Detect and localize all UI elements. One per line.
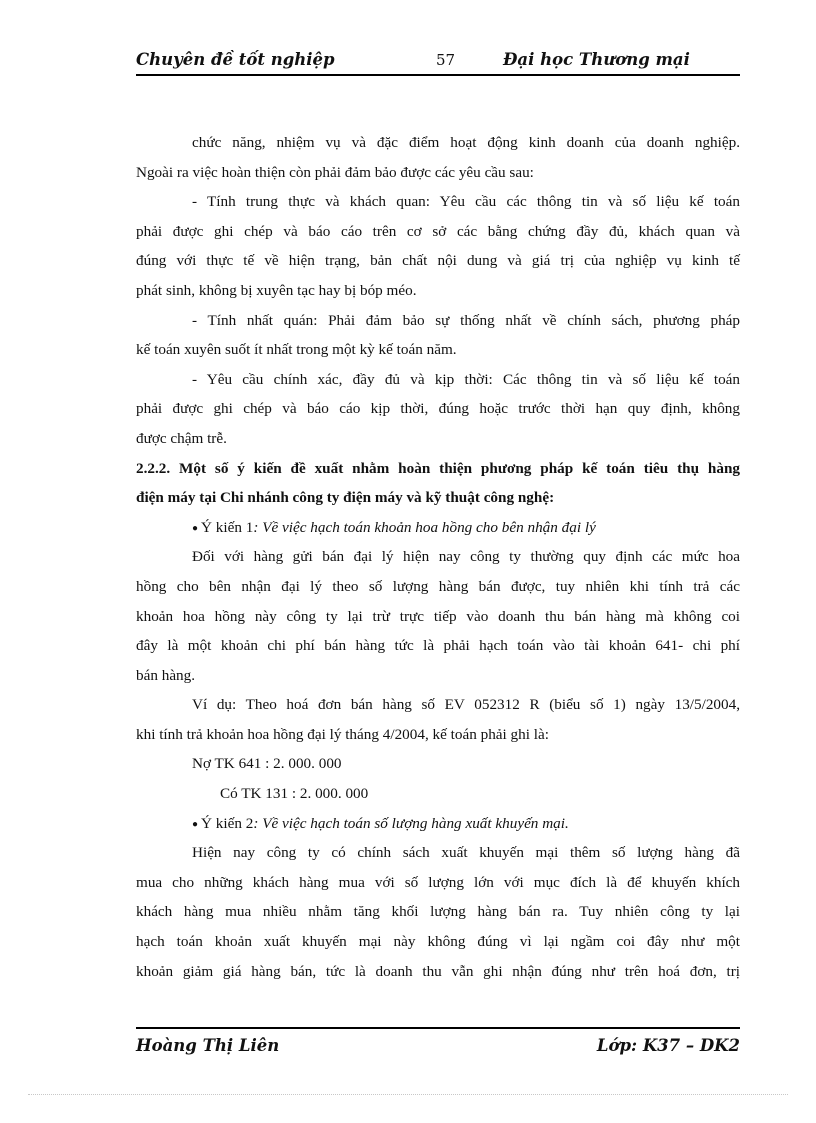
text-line: đúng với thực tế về hiện trạng, bản chất nội dung và giá trị của nghiệp vụ kinh tế [136,252,740,270]
text-line: Đối với hàng gửi bán đại lý hiện nay công ty thường quy định các mức hoa [192,548,740,566]
class-code: Lớp: K37 – DK2 [596,1036,740,1055]
text-line: hạch toán khoản xuất khuyến mại này không đúng vì lại ngầm coi đây như một [136,933,740,951]
bullet-item [136,809,740,839]
text-line: khoản giảm giá hàng bán, tức là doanh thu vẫn ghi nhận đúng như trên hoá đơn, trị [136,962,740,980]
text-line: khách hàng mua nhiều nhằm tăng khối lượng hàng bán ra. Tuy nhiên công ty lại [136,903,740,921]
page-header [136,48,740,76]
bullet-text: : Về việc hạch toán số lượng hàng xuất khuyến mại. [253,814,569,832]
text-line: Hiện nay công ty có chính sách xuất khuyến mại thêm số lượng hàng đã [192,844,740,862]
text-line: được chậm trễ. [136,429,227,447]
text-line: khoản hoa hồng này công ty lại trừ trực tiếp vào doanh thu bán hàng mà không coi [136,607,740,625]
journal-entry-credit: Có TK 131 : 2. 000. 000 [220,785,369,803]
text-line: phát sinh, không bị xuyên tạc hay bị bóp méo. [136,281,417,299]
journal-entry-debit: Nợ TK 641 : 2. 000. 000 [192,755,342,773]
text-line: chức năng, nhiệm vụ và đặc điểm hoạt động kinh doanh của doanh nghiệp. [192,134,740,151]
bullet-text: : Về việc hạch toán khoản hoa hồng cho bên nhận đại lý [253,518,596,536]
text-line: phải được ghi chép và báo cáo trên cơ sở các bằng chứng đầy đủ, khách quan và [136,222,740,240]
header-university: Đại học Thương mại [503,50,690,69]
text-line: hồng cho bên nhận đại lý theo số lượng hàng bán được, tuy nhiên khi tính trả các [136,577,740,595]
text-line: Ngoài ra việc hoàn thiện còn phải đảm bảo được các yêu cầu sau: [136,163,534,181]
bullet-label: Ý kiến 2 [201,814,254,832]
section-heading: 2.2.2. Một số ý kiến đề xuất nhằm hoàn thiện phương pháp kế toán tiêu thụ hàng [136,459,740,477]
text-line: bán hàng. [136,666,196,684]
text-line: Ví dụ: Theo hoá đơn bán hàng số EV 052312 R (biểu số 1) ngày 13/5/2004, [192,696,740,714]
bullet-item [136,513,740,543]
page-footer [136,1027,740,1063]
text-line: đây là một khoản chi phí bán hàng tức là phải hạch toán vào tài khoản 641- chi phí [136,637,740,655]
bullet-dot-icon: ● [192,818,199,830]
text-line: phải được ghi chép và báo cáo kịp thời, đúng hoặc trước thời hạn quy định, không [136,400,740,418]
page-bottom-divider [28,1094,788,1095]
text-line: - Tính trung thực và khách quan: Yêu cầu các thông tin và số liệu kế toán [192,193,740,211]
text-line: mua cho những khách hàng mua với số lượng lớn với mục đích là để khuyến khích [136,873,740,891]
header-title: Chuyên đề tốt nghiệp [136,50,335,69]
section-heading: điện máy tại Chi nhánh công ty điện máy và kỹ thuật công nghệ: [136,489,555,507]
document-body [136,128,740,986]
text-line: kế toán xuyên suốt ít nhất trong một kỳ kế toán năm. [136,341,457,359]
text-line: khi tính trả khoản hoa hồng đại lý tháng 4/2004, kế toán phải ghi là: [136,725,549,743]
bullet-dot-icon: ● [192,522,199,534]
text-line: - Yêu cầu chính xác, đầy đủ và kịp thời: Các thông tin và số liệu kế toán [192,370,740,388]
page-number: 57 [436,51,456,69]
bullet-label: Ý kiến 1 [201,518,254,536]
author-name: Hoàng Thị Liên [136,1036,280,1055]
text-line: - Tính nhất quán: Phải đảm bảo sự thống nhất về chính sách, phương pháp [192,311,740,329]
